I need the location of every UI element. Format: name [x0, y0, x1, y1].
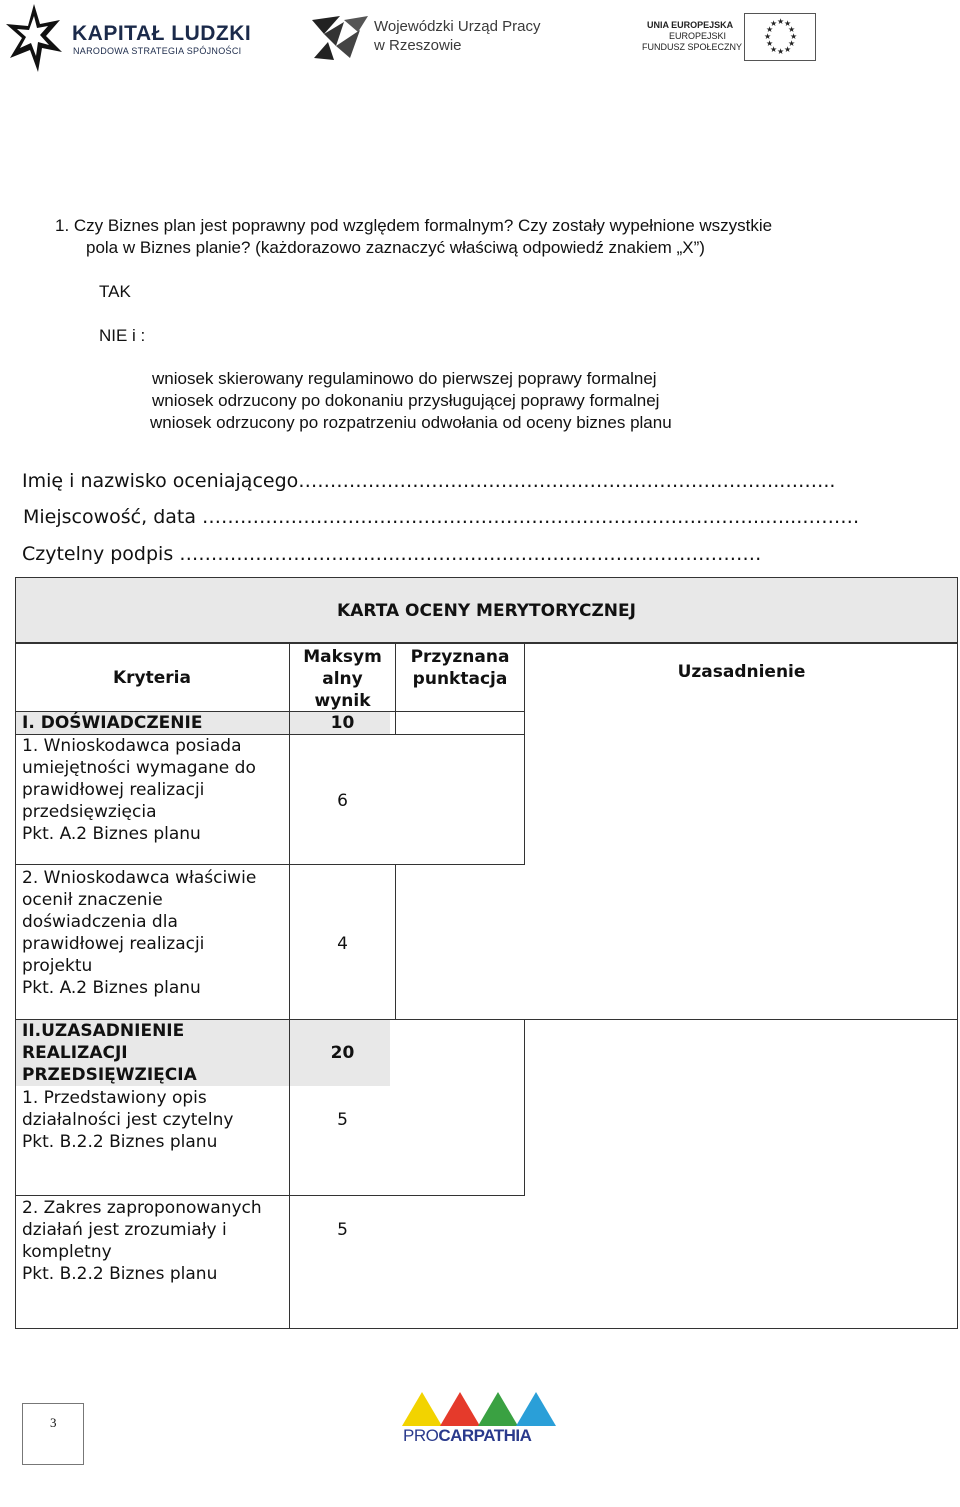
- procarpathia-logo: [402, 1392, 556, 1446]
- item2-1-score-input[interactable]: [396, 1021, 524, 1194]
- col-awarded-header-l1: Przyznana: [410, 647, 510, 667]
- logo-carpathia-text: CARPATHIA: [438, 1426, 532, 1445]
- svg-text:★: ★: [790, 32, 798, 41]
- wup-name-line1: Wojewódzki Urząd Pracy: [374, 18, 541, 35]
- col-max-header-l2: alny: [322, 669, 363, 689]
- eu-flag-icon: [744, 13, 816, 61]
- item1-1-score-input[interactable]: [396, 736, 524, 863]
- item2-2-line: kompletny: [22, 1242, 112, 1262]
- item1-2-line: ocenił znaczenie: [22, 890, 163, 910]
- svg-text:★: ★: [788, 39, 796, 48]
- col-criteria-header: Kryteria: [113, 668, 191, 688]
- svg-text:★: ★: [788, 25, 796, 34]
- item2-1-line: 1. Przedstawiony opis: [22, 1088, 207, 1108]
- svg-text:★: ★: [777, 47, 785, 56]
- item2-2-score-input[interactable]: [396, 1197, 524, 1327]
- ue-line1: UNIA EUROPEJSKA: [647, 20, 734, 30]
- row-divider: [15, 864, 525, 865]
- item2-2-max: 5: [337, 1220, 348, 1240]
- section2-label-line: REALIZACJI: [22, 1043, 128, 1063]
- item2-2-line: Pkt. B.2.2 Biznes planu: [22, 1264, 218, 1284]
- kapital-ludzki-star-icon: [4, 2, 66, 74]
- question-line2: pola w Biznes planie? (każdorazowo zaznaczyć właściwą odpowiedź znakiem „X”): [86, 238, 705, 257]
- item1-2-line: Pkt. A.2 Biznes planu: [22, 978, 201, 998]
- svg-text:★: ★: [784, 45, 792, 54]
- item2-2-line: 2. Zakres zaproponowanych: [22, 1198, 262, 1218]
- kapital-ludzki-subtitle: NARODOWA STRATEGIA SPÓJNOŚCI: [73, 46, 242, 56]
- kapital-ludzki-title: KAPITAŁ LUDZKI: [72, 22, 252, 45]
- section1-reason-input[interactable]: [526, 645, 956, 1018]
- row-divider: [15, 1195, 525, 1196]
- item1-1-line: 1. Wnioskodawca posiada: [22, 736, 242, 756]
- section1-label: I. DOŚWIADCZENIE: [22, 713, 203, 733]
- item1-1-line: przedsięwzięcia: [22, 802, 157, 822]
- ue-line2: EUROPEJSKI: [669, 31, 727, 41]
- item1-2-line: projektu: [22, 956, 93, 976]
- item1-1-max: 6: [337, 791, 348, 811]
- page-number: 3: [50, 1415, 57, 1430]
- section2-label: [22, 1020, 197, 1086]
- item2-1-max: 5: [337, 1110, 348, 1130]
- page-number-box: [22, 1403, 84, 1465]
- item2-1-text: [22, 1087, 283, 1153]
- place-date-field[interactable]: Miejscowość, data ……………………………………………………………………………..…...………: [23, 506, 860, 528]
- col-max-header: [290, 646, 395, 712]
- option-rejected-after-correction[interactable]: wniosek odrzucony po dokonaniu przysługującej poprawy formalnej: [152, 391, 660, 410]
- svg-text:★: ★: [770, 19, 778, 28]
- col-divider: [524, 1019, 525, 1196]
- logo-pro-text: PRO: [403, 1426, 439, 1445]
- col-awarded-header: [396, 646, 524, 690]
- section2-reason-input[interactable]: [526, 1021, 956, 1327]
- item1-2-line: doświadczenia dla: [22, 912, 178, 932]
- svg-text:★: ★: [777, 17, 785, 26]
- item2-2-text: [22, 1197, 283, 1285]
- ue-line3: FUNDUSZ SPOŁECZNY: [642, 42, 743, 52]
- col-reason-header: Uzasadnienie: [677, 662, 806, 682]
- question-line1: 1. Czy Biznes plan jest poprawny pod względem formalnym? Czy zostały wypełnione wszystkie: [55, 216, 773, 235]
- evaluator-name-field[interactable]: Imię i nazwisko oceniającego…………………………………………………………………..……..: [22, 470, 836, 492]
- svg-text:★: ★: [784, 19, 792, 28]
- item1-1-line: umiejętności wymagane do: [22, 758, 256, 778]
- item1-1-text: [22, 735, 283, 845]
- section2-label-line: II.UZASADNIENIE: [22, 1021, 185, 1041]
- item2-1-line: działalności jest czytelny: [22, 1110, 234, 1130]
- item1-2-line: 2. Wnioskodawca właściwie: [22, 868, 257, 888]
- item1-1-line: Pkt. A.2 Biznes planu: [22, 824, 201, 844]
- col-max-header-l3: wynik: [314, 691, 371, 711]
- item1-2-line: prawidłowej realizacji: [22, 934, 205, 954]
- item1-2-max: 4: [337, 934, 348, 954]
- mountains-icon: [402, 1392, 556, 1428]
- item1-1-line: prawidłowej realizacji: [22, 780, 205, 800]
- col-max-header-l1: Maksym: [303, 647, 382, 667]
- item2-2-line: działań jest zrozumiały i: [22, 1220, 227, 1240]
- section2-label-line: PRZEDSIĘWZIĘCIA: [22, 1065, 197, 1085]
- svg-text:★: ★: [770, 45, 778, 54]
- option-rejected-after-appeal[interactable]: wniosek odrzucony po rozpatrzeniu odwołania od oceny biznes planu: [150, 413, 672, 432]
- option-tak[interactable]: TAK: [99, 282, 131, 301]
- svg-text:★: ★: [766, 25, 774, 34]
- section1-max: 10: [330, 713, 355, 733]
- wup-name-line2: w Rzeszowie: [374, 37, 462, 54]
- item2-1-line: Pkt. B.2.2 Biznes planu: [22, 1132, 218, 1152]
- item1-2-score-input[interactable]: [396, 866, 524, 1018]
- row-divider: [15, 643, 958, 644]
- wup-logo-icon: [310, 12, 372, 62]
- option-first-correction[interactable]: wniosek skierowany regulaminowo do pierwszej poprawy formalnej: [152, 369, 657, 388]
- svg-text:★: ★: [764, 32, 772, 41]
- option-nie[interactable]: NIE i :: [99, 326, 146, 345]
- col-awarded-header-l2: punktacja: [412, 669, 508, 689]
- section2-max: 20: [330, 1043, 355, 1063]
- card-title: KARTA OCENY MERYTORYCZNEJ: [337, 601, 636, 621]
- item1-2-text: [22, 867, 283, 999]
- signature-field[interactable]: Czytelny podpis ……………………………..…………………………………………………: [22, 543, 762, 565]
- svg-text:★: ★: [766, 39, 774, 48]
